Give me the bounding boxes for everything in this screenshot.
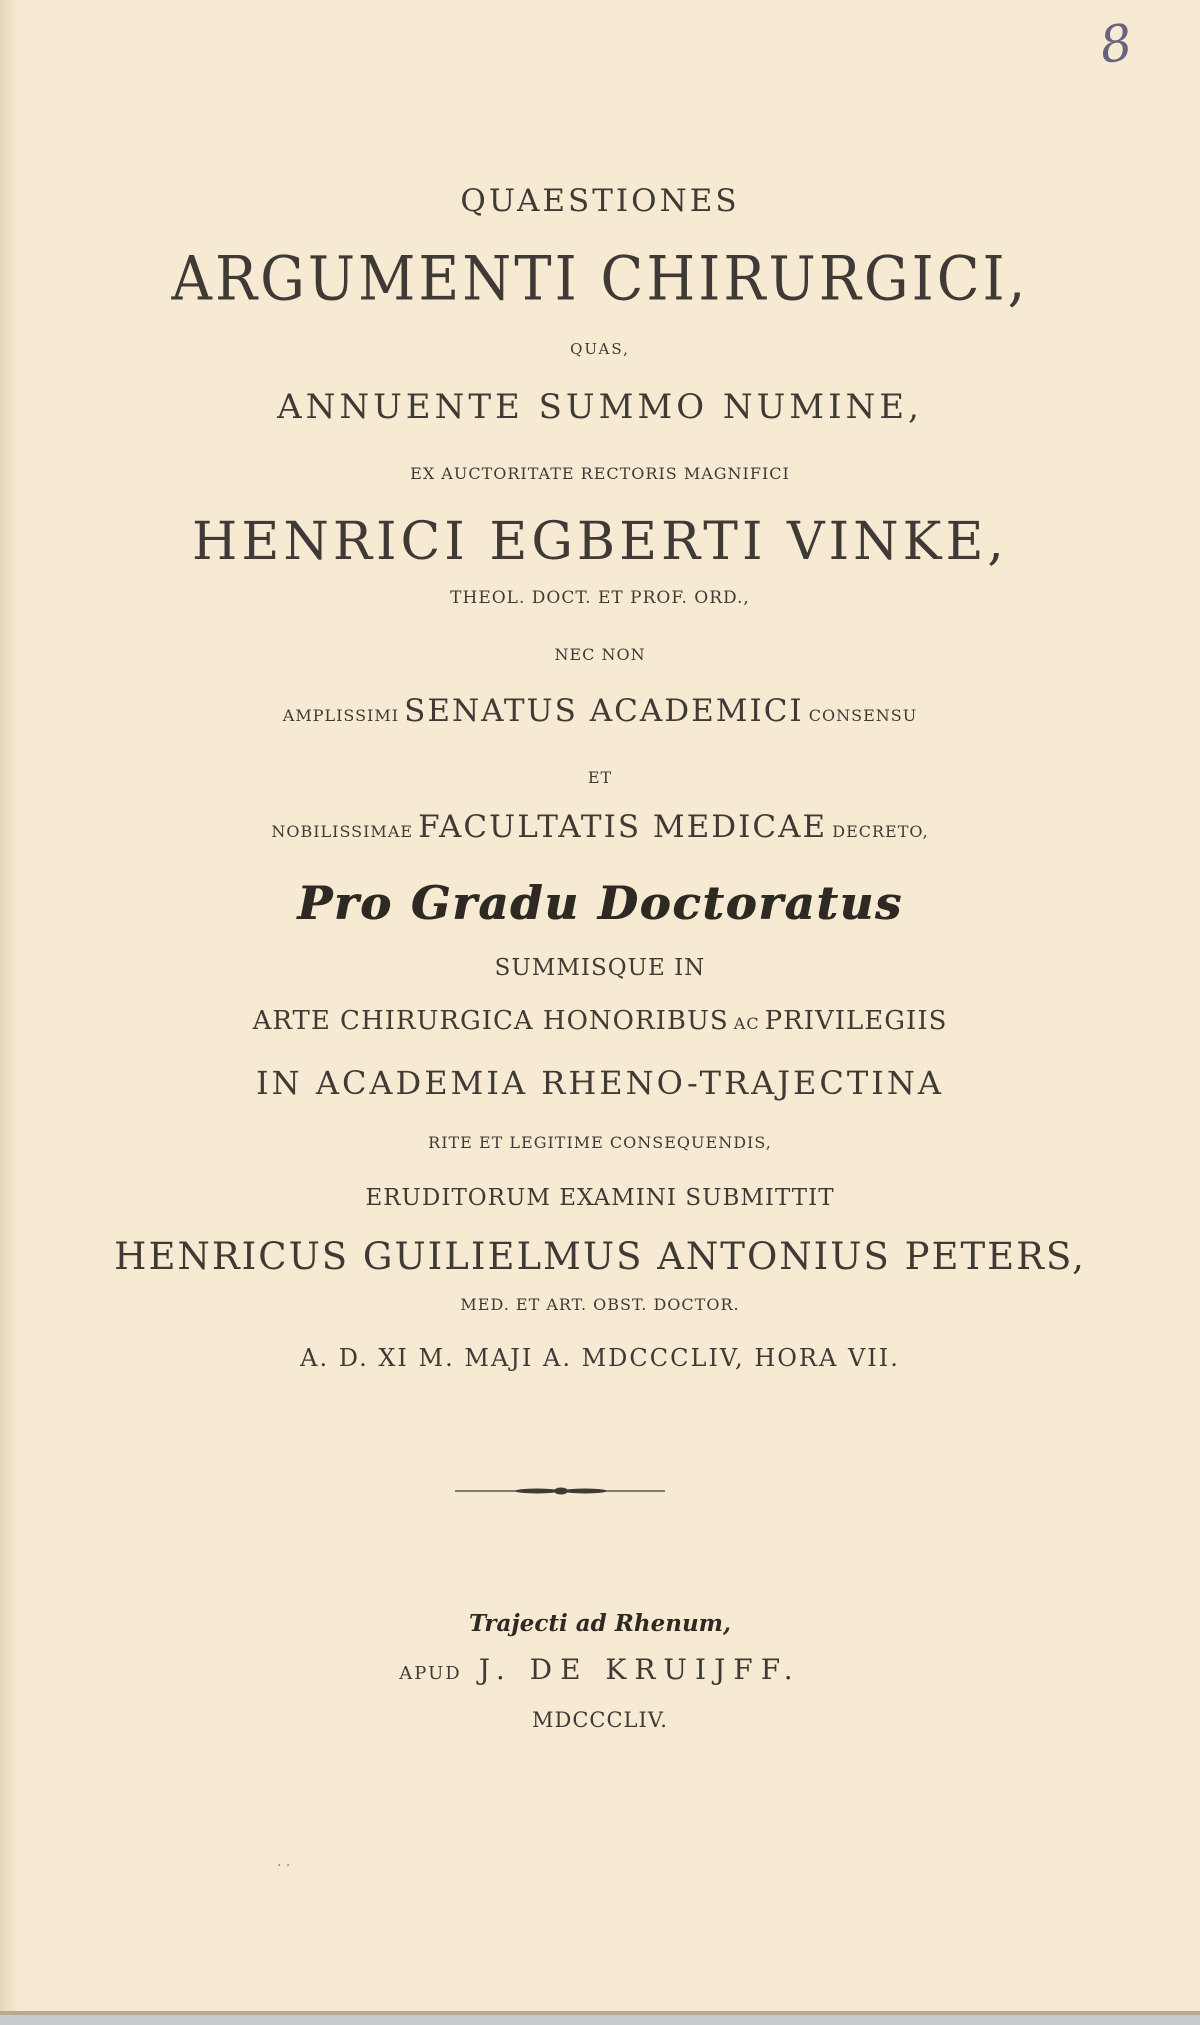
author-credentials: MED. ET ART. OBST. DOCTOR. [460,1295,740,1314]
faculty-main: FACULTATIS MEDICAE [418,809,828,845]
title-annuente: ANNUENTE SUMMO NUMINE, [277,387,923,427]
imprint-apud: APUD [399,1663,462,1684]
honors-arte [0,1008,1200,1034]
imprint-place: Trajecti ad Rhenum, [468,1610,732,1637]
honors-arte-ac: AC [733,1014,760,1033]
imprint-year: MDCCCLIV. [532,1708,668,1732]
title-quas: QUAS, [570,340,630,358]
honors-academia: IN ACADEMIA RHENO-TRAJECTINA [256,1064,944,1102]
honors-arte-pre: ARTE CHIRURGICA HONORIBUS [252,1006,729,1036]
senate-main: SENATUS ACADEMICI [404,693,804,729]
et: ET [587,768,613,787]
honors-summisque: SUMMISQUE IN [494,955,706,981]
title-argumenti: ARGUMENTI CHIRURGICI, [171,244,1029,315]
honors-eruditorum: ERUDITORUM EXAMINI SUBMITTIT [365,1185,835,1211]
imprint-publisher: J. DE KRUIJFF. [478,1653,801,1686]
defense-date: A. D. XI M. MAJI A. MDCCCLIV, HORA VII. [300,1344,900,1372]
ink-speck: · · [277,1858,291,1874]
title-auctoritate: EX AUCTORITATE RECTORIS MAGNIFICI [410,464,790,483]
rector-name: HENRICI EGBERTI VINKE, [192,512,1008,572]
rector-title: THEOL. DOCT. ET PROF. ORD., [450,588,750,608]
scan-background [0,2015,1200,2025]
degree-blackletter: Pro Gradu Doctoratus [297,876,903,930]
imprint-publisher-line [0,1653,1200,1686]
faculty-line [0,809,1200,845]
faculty-post: DECRETO, [832,822,929,841]
title-quaestiones: QUAESTIONES [460,183,740,219]
senate-line [0,693,1200,729]
nec-non: NEC NON [554,645,646,664]
senate-pre: AMPLISSIMI [282,706,400,725]
honors-rite: RITE ET LEGITIME CONSEQUENDIS, [428,1133,772,1152]
ornamental-rule [455,1484,665,1498]
faculty-pre: NOBILISSIMAE [271,822,414,841]
honors-arte-post: PRIVILEGIIS [764,1006,948,1036]
senate-post: CONSENSU [808,706,918,725]
author-name: HENRICUS GUILIELMUS ANTONIUS PETERS, [114,1235,1086,1278]
page-number: 8 [1096,13,1136,75]
